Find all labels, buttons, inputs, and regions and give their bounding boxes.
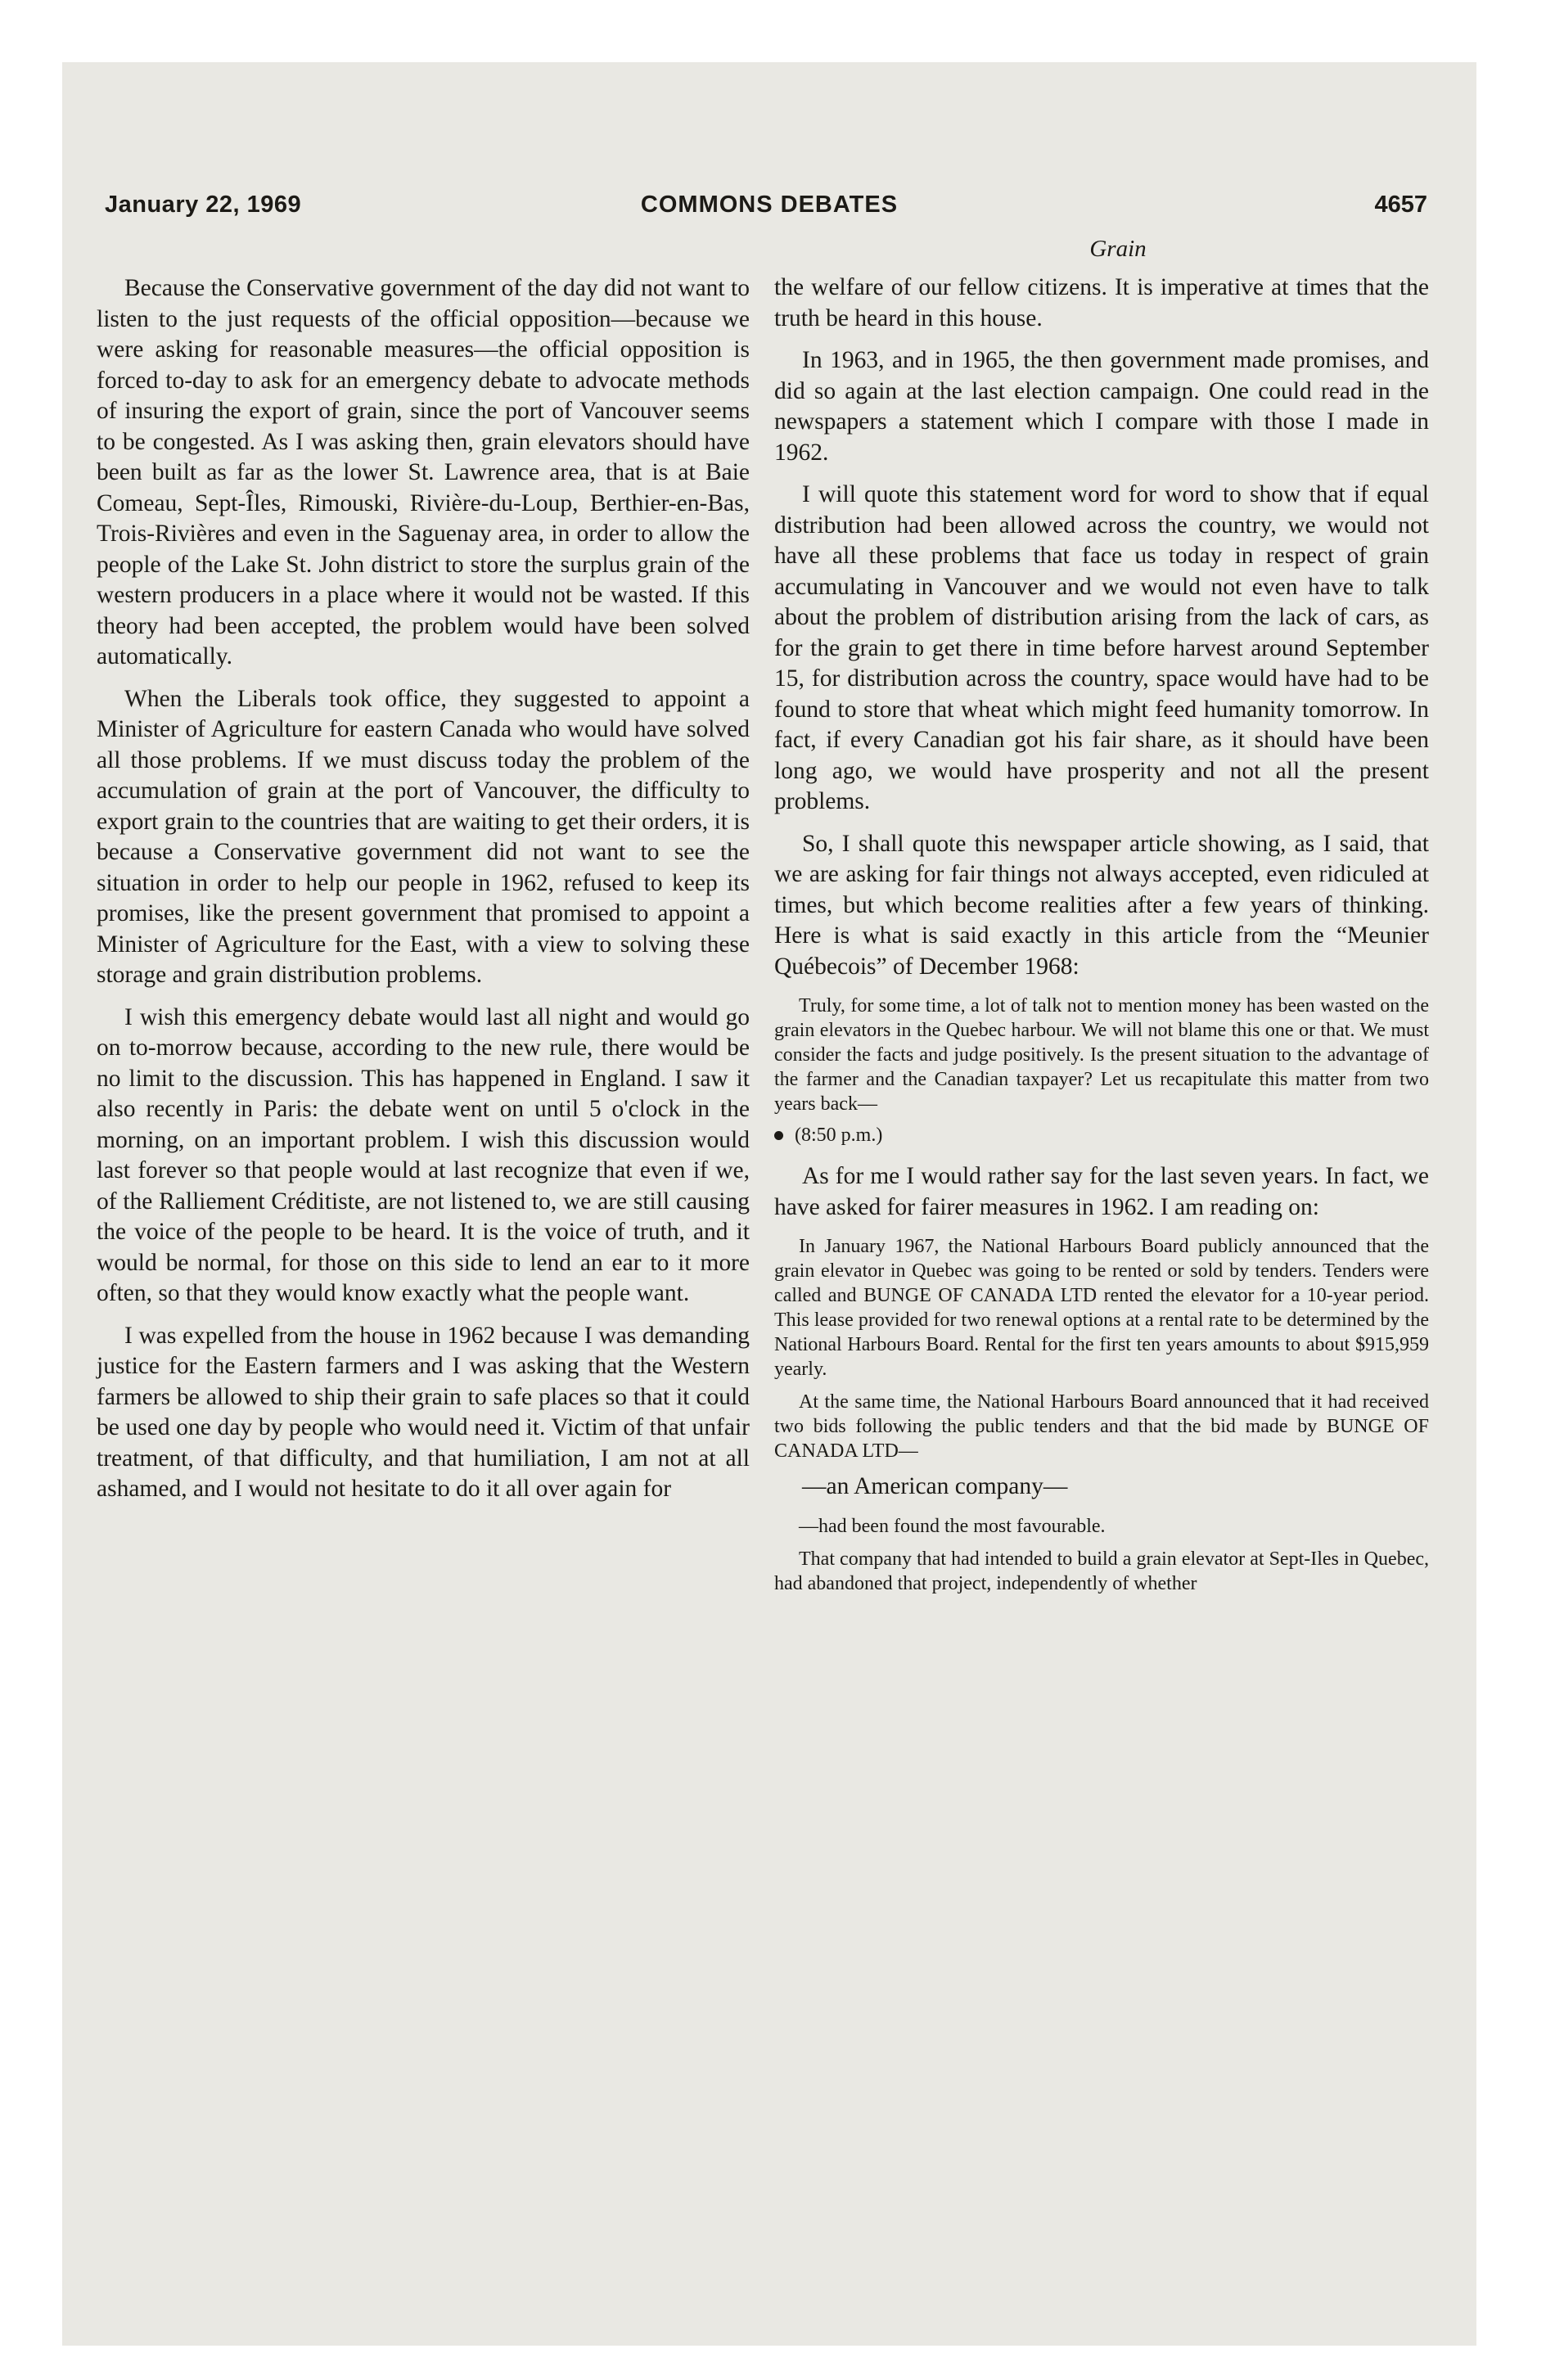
bullet-icon <box>774 1131 783 1140</box>
paragraph: Because the Conservative government of the day did not want to listen to the just requests of the official opposition—because we were asking for reasonable measures—the official opposition is forced to-day to ask for an emergency debate to advocate methods of insuring the export of grain, since the port of Vancouver seems to be congested. As I was asking then, grain elevators should have been built as far as the lower St. Lawrence area, that is at Baie Comeau, Sept-Îles, Rimouski, Rivière-du-Loup, Berthier-en-Bas, Trois-Rivières and even in the Saguenay area, in order to allow the people of the Lake St. John district to store the surplus grain of the western producers in a place where it would not be wasted. If this theory had been accepted, the problem would have been solved automatically. <box>97 275 750 669</box>
block-quote: In January 1967, the National Harbours Board publicly announced that the grain elevator in Quebec was going to be rented or sold by tenders. Tenders were called and BUNGE OF CANADA LTD rented the elevator for a 10-year period. This lease provided for two renewal options at a rental rate to be determined by the National Harbours Board. Rental for the first ten years amounts to about $915,959 yearly. <box>774 1236 1429 1380</box>
page <box>62 62 1476 2346</box>
interjection: —an American company— <box>802 1473 1068 1499</box>
page-header <box>62 192 1476 224</box>
header-date: January 22, 1969 <box>105 192 302 218</box>
time-label: (8:50 p.m.) <box>795 1125 883 1146</box>
section-heading: Grain <box>1089 236 1147 262</box>
paragraph: As for me I would rather say for the last seven years. In fact, we have asked for fairer measures in 1962. I am reading on: <box>774 1163 1429 1220</box>
left-column <box>97 273 750 1517</box>
block-quote: That company that had intended to build a grain elevator at Sept-Iles in Quebec, had abandoned that project, independently of whether <box>774 1548 1429 1594</box>
block-quote: Truly, for some time, a lot of talk not to mention money has been wasted on the grain elevators in the Quebec harbour. We will not blame this one or that. We must consider the facts and judge positively. Is the present situation to the advantage of the farmer and the Canadian taxpayer? Let us recapitulate this matter from two years back— <box>774 995 1429 1115</box>
paragraph: When the Liberals took office, they suggested to appoint a Minister of Agriculture for eastern Canada who would have solved all those problems. If we must discuss today the problem of the accumulation of grain at the port of Vancouver, the difficulty to export grain to the countries that are waiting to get their orders, it is because a Conservative government did not want to see the situation in order to help our people in 1962, refused to keep its promises, like the present government that promised to appoint a Minister of Agriculture for the East, with a view to solving these storage and grain distribution problems. <box>97 685 750 988</box>
page-number: 4657 <box>1374 192 1427 218</box>
header-title: COMMONS DEBATES <box>640 192 899 218</box>
paragraph: I will quote this statement word for word to show that if equal distribution had been allowed across the country, we would not have all these problems that face us today in respect of grain accumulating in Vancouver and we would not even have to talk about the problem of distribution arising from the lack of cars, as for the grain to get there in time before harvest around September 15, for distribution across the country, space would have had to be found to store that wheat which might feed humanity tomorrow. In fact, if every Canadian got his fair share, as it should have been long ago, we would have prosperity and not all the present problems. <box>774 481 1429 814</box>
paragraph: the welfare of our fellow citizens. It is imperative at times that the truth be heard in this house. <box>774 274 1429 331</box>
block-quote: At the same time, the National Harbours Board announced that it had received two bids following the public tenders and that the bid made by BUNGE OF CANADA LTD— <box>774 1391 1429 1462</box>
block-quote: —had been found the most favourable. <box>799 1515 1106 1537</box>
paragraph: So, I shall quote this newspaper article showing, as I said, that we are asking for fair things not always accepted, even ridiculed at times, but which become realities after a few years of thinking. Here is what is said exactly in this article from the “Meunier Québecois” of December 1968: <box>774 830 1429 980</box>
time-stamp <box>774 1125 1429 1147</box>
paragraph: In 1963, and in 1965, the then government made promises, and did so again at the last election campaign. One could read in the newspapers a statement which I compare with those I made in 1962. <box>774 347 1429 466</box>
right-column <box>774 236 1429 1604</box>
paragraph: I wish this emergency debate would last all night and would go on to-morrow because, according to the new rule, there would be no limit to the discussion. This has happened in England. I saw it also recently in Paris: the debate went on until 5 o'clock in the morning, on an important problem. I wish this discussion would last forever so that people would at last recognize that even if we, of the Ralliement Créditiste, are not listened to, we are still causing the voice of the people to be heard. It is the voice of truth, and it would be normal, for those on this side to lend an ear to it more often, so that they would know exactly what the people want. <box>97 1003 750 1306</box>
paragraph: I was expelled from the house in 1962 because I was demanding justice for the Eastern farmers and I was asking that the Western farmers be allowed to ship their grain to safe places so that it could be used one day by people who would need it. Victim of that unfair treatment, of that difficulty, and that humiliation, I am not at all ashamed, and I would not hesitate to do it all over again for <box>97 1322 750 1502</box>
